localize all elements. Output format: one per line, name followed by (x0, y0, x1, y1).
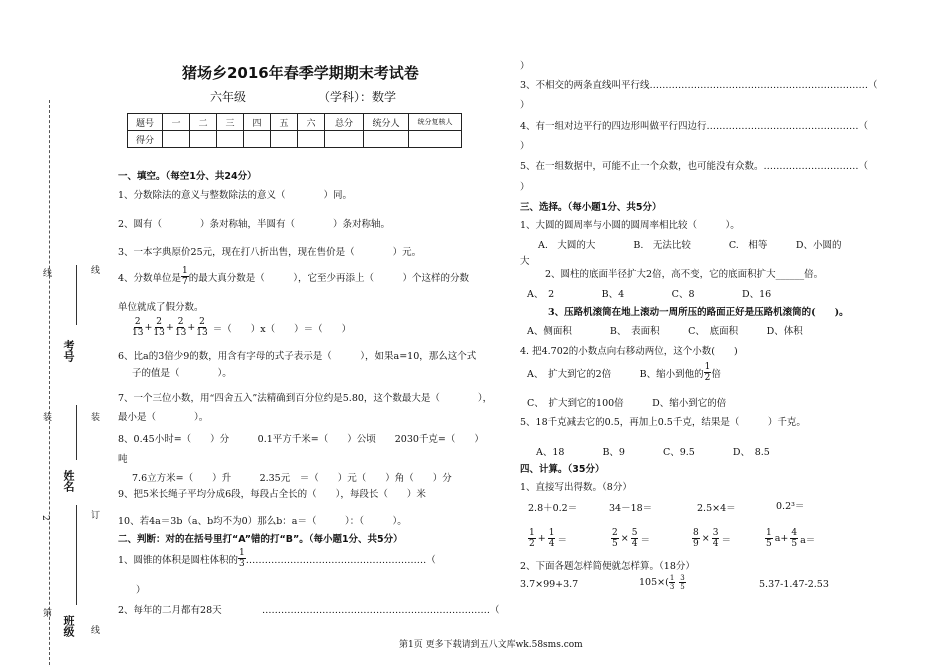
fill-q2: 2、圆有（ ）条对称轴，半圆有（ ）条对称轴。 (118, 219, 391, 230)
fraction (679, 574, 685, 591)
fill-q4-text-b: 的最大真分数是（ ），它至少再添上（ ）个这样的分数 (188, 272, 470, 284)
operator: a+ (774, 533, 789, 544)
fraction (712, 528, 720, 549)
calc-item: 2.5×4＝ (697, 503, 736, 514)
binding-mark-line-outer: 线 (41, 268, 51, 277)
choice-q4-unit: 倍 (711, 368, 721, 380)
frac-den: 2 (529, 539, 535, 549)
score-input-cell[interactable] (298, 131, 325, 148)
frac-num: 2 (199, 317, 205, 327)
frac-den: 3 (669, 583, 675, 591)
score-table (127, 113, 462, 148)
score-cell: 二 (190, 114, 217, 131)
fill-q6-cont: 子的值是（ ）。 (132, 368, 232, 379)
fraction-1-2 (704, 362, 712, 383)
section-fill-blank-heading: 一、填空。（每空1分、共24分） (118, 171, 257, 182)
frac-den: 5 (612, 539, 618, 549)
calc-simplify-3: 5.37-1.47-2.53 (759, 579, 829, 590)
score-cell: 一 (163, 114, 190, 131)
judge-q2-close: ） (520, 61, 530, 72)
calc-item: 34－18＝ (609, 503, 653, 514)
calc-item: 2.8＋0.2＝ (528, 503, 578, 514)
equals: ＝ (557, 534, 567, 546)
choice-q3: 3、压路机滚筒在地上滚动一周所压的路面正好是压路机滚筒的( )。 (548, 307, 849, 318)
judge-q4-close: ） (520, 141, 530, 152)
score-cell: 统分人 (364, 114, 409, 131)
frac-den: 7 (182, 277, 188, 287)
judge-q5-close: ） (520, 182, 530, 193)
frac-den: 4 (548, 539, 555, 549)
binding-mark-line-bottom: 线 (89, 625, 99, 634)
fill-q4-text-a: 4、分数单位是 (118, 272, 182, 284)
choice-q1-tail: 大 (520, 256, 530, 267)
frac-num: 8 (693, 528, 699, 538)
fraction-2-13 (196, 317, 207, 338)
score-input-cell[interactable] (364, 131, 409, 148)
frac-num: 2 (612, 528, 618, 538)
calc-fraction-item (765, 528, 815, 549)
fill-q5 (132, 317, 351, 338)
page-footer: 第1页 更多下载请到五八文库wk.58sms.com (399, 640, 583, 650)
frac-den: 3 (239, 559, 245, 569)
fraction-2-13 (153, 317, 164, 338)
subject-label: （学科）：数学 (318, 90, 397, 104)
binding-mark-bind-outer: 装 (41, 412, 51, 421)
fraction (611, 528, 619, 549)
score-cell: 六 (298, 114, 325, 131)
calc-simplify-2-text: 105×( (639, 577, 669, 588)
section-choice-heading: 三、选择。（每小题1分、共5分） (520, 202, 662, 213)
score-input-cell[interactable] (409, 131, 462, 148)
frac-num: 1 (766, 528, 772, 538)
score-cell: 四 (244, 114, 271, 131)
frac-num: 2 (134, 317, 141, 327)
binding-mark-bind: 装 (89, 412, 99, 421)
choice-q4-options-cd: C、 扩大到它的100倍 D、缩小到它的倍 (527, 398, 727, 409)
fraction-2-13 (175, 317, 186, 338)
calc-fraction-item (528, 528, 567, 549)
score-input-cell[interactable] (190, 131, 217, 148)
calc-part1-heading: 1、直接写出得数。（8分） (520, 482, 632, 493)
frac-num: 1 (704, 362, 711, 372)
frac-num: 1 (182, 266, 188, 276)
frac-num: 4 (791, 528, 798, 538)
calc-simplify-2 (639, 574, 686, 591)
choice-q1: 1、大圆的圆周率与小圆的圆周率相比较（ ）。 (520, 220, 740, 231)
fill-q5-equation: ＝（ ）x（ ）＝（ ） (212, 323, 352, 335)
section-calc-heading: 四、计算。（35分） (520, 464, 605, 475)
fraction-2-13 (132, 317, 143, 338)
fill-q10: 10、若4a＝3b（a、b均不为0）那么b：a＝（ ）：（ ）。 (118, 516, 407, 527)
fill-q7-cont: 最小是（ ）。 (118, 412, 209, 423)
kaohao-underline (76, 265, 77, 325)
judge-q1 (118, 548, 436, 569)
frac-den: 4 (712, 539, 719, 549)
plus-sign: + (165, 322, 174, 333)
binding-mark-line-top: 线 (89, 265, 99, 274)
fill-q8-cont: 7.6立方米=（ ）升 2.35元 ＝（ ）元（ ）角（ ）分 (132, 473, 452, 484)
operator: × (620, 533, 629, 544)
choice-q4-text: A、 扩大到它的2倍 B、缩小到他的 (527, 368, 704, 380)
frac-num: 5 (631, 528, 638, 538)
banji-underline (76, 505, 77, 605)
frac-num: 2 (177, 317, 184, 327)
score-input-cell[interactable] (163, 131, 190, 148)
score-cell: 总分 (325, 114, 364, 131)
fraction-1-3 (238, 548, 246, 569)
frac-num: 1 (669, 574, 675, 582)
score-cell: 统分复核人 (409, 114, 462, 131)
plus-sign: + (187, 322, 196, 333)
grade-label: 六年级 (210, 90, 247, 104)
plus-sign: + (144, 322, 153, 333)
choice-q4-options-ab (527, 362, 721, 383)
frac-den: 5 (791, 539, 798, 549)
judge-q5: 5、在一组数据中，可能不止一个众数，也可能没有众数。…………………………（ (520, 161, 869, 172)
choice-q2-options: A、 2 B、4 C、8 D、16 (527, 289, 772, 300)
fraction (765, 528, 773, 549)
score-header-row (128, 114, 462, 131)
score-input-cell[interactable] (217, 131, 244, 148)
section-judge-heading: 二、判断：对的在括号里打“A”错的打“B”。（每小题1分、共5分） (118, 534, 403, 545)
frac-num: 1 (239, 548, 245, 558)
label-banji: 班级 (62, 615, 75, 637)
fraction (548, 528, 556, 549)
equals: ＝ (640, 534, 650, 546)
choice-q5: 5、18千克减去它的0.5，再加上0.5千克，结果是（ ）千克。 (520, 417, 806, 428)
judge-q2: 2、每年的二月都有28天 (118, 605, 222, 616)
frac-num: 1 (548, 528, 555, 538)
fraction (669, 574, 675, 591)
equals: a＝ (800, 534, 816, 546)
choice-q5-options: A、18 B、9 C、9.5 D、 8.5 (536, 447, 770, 458)
fill-q7: 7、一个三位小数，用“四舍五入”法精确到百分位约是5.80，这个数最大是（ ）， (118, 393, 493, 404)
judge-q1-close: ） (136, 585, 146, 596)
equals: ＝ (721, 534, 731, 546)
frac-den: 13 (153, 328, 165, 338)
fill-q9: 9、把5米长绳子平均分成6段，每段占全长的（ ），每段长（ ）米 (118, 489, 426, 500)
frac-den: 5 (680, 583, 685, 591)
label-xingming: 姓名 (62, 470, 75, 492)
fill-q4 (118, 266, 469, 287)
operator: + (537, 533, 546, 544)
score-input-cell[interactable] (244, 131, 271, 148)
binding-mark-seal: 订 (89, 510, 99, 519)
fraction-1-7 (181, 266, 189, 287)
frac-den: 4 (631, 539, 638, 549)
score-cell: 三 (217, 114, 244, 131)
calc-simplify-1: 3.7×99+3.7 (520, 579, 579, 590)
frac-num: 1 (529, 528, 535, 538)
choice-q3-options: A、侧面积 B、 表面积 C、 底面积 D、体积 (527, 326, 803, 337)
choice-q2: 2、圆柱的底面半径扩大2倍，高不变，它的底面积扩大______倍。 (545, 269, 824, 280)
fraction (631, 528, 639, 549)
frac-num: 3 (712, 528, 719, 538)
score-value-row (128, 131, 462, 148)
label-kaohao: 考号 (62, 340, 75, 362)
fraction (790, 528, 798, 549)
frac-den: 5 (766, 539, 772, 549)
judge-q4: 4、有一组对边平行的四边形叫做平行四边行…………………………………………（ (520, 121, 869, 132)
score-cell: 五 (271, 114, 298, 131)
operator: × (701, 533, 710, 544)
frac-num: 3 (680, 574, 685, 582)
fraction (692, 528, 700, 549)
fill-q4-cont: 单位就成了假分数。 (118, 302, 204, 313)
fill-q3: 3、一本字典原价25元，现在打八折出售，现在售价是（ ）元。 (118, 247, 422, 258)
calc-item: 0.2³＝ (776, 501, 805, 512)
score-input-cell[interactable] (271, 131, 298, 148)
choice-q1-options: A. 大圆的大 B. 无法比较 C. 相等 D、小圆的 (538, 240, 842, 251)
choice-q4: 4. 把4.702的小数点向右移动两位，这个小数( ) (520, 346, 738, 357)
frac-den: 2 (704, 373, 711, 383)
frac-num: 2 (156, 317, 163, 327)
judge-q1-dots: …………………………………………………（ (245, 554, 436, 566)
score-cell: 题号 (128, 114, 163, 131)
calc-fraction-item (611, 528, 650, 549)
exam-title: 猪场乡2016年春季学期期末考试卷 (182, 64, 419, 82)
judge-q2-dots: ………………………………………………………………（ (262, 605, 500, 616)
score-input-cell[interactable] (325, 131, 364, 148)
binding-mark-num: 2 (40, 515, 50, 521)
fill-q6: 6、比a的3倍少9的数，用含有字母的式子表示是（ ），如果a=10，那么这个式 (118, 351, 477, 362)
judge-q3: 3、不相交的两条直线叫平行线……………………………………………………………（ (520, 80, 878, 91)
calc-part2-heading: 2、下面各题怎样简便就怎样算。（18分） (520, 561, 695, 572)
fill-q8-unit: 吨 (118, 454, 128, 465)
frac-den: 9 (693, 539, 699, 549)
frac-den: 13 (196, 328, 208, 338)
fill-q8: 8、0.45小时=（ ）分 0.1平方千米=（ ）公顷 2030千克=（ ） (118, 434, 484, 445)
fill-q1: 1、分数除法的意义与整数除法的意义（ ）同。 (118, 190, 353, 201)
binding-mark-di: 第 (41, 608, 51, 617)
frac-den: 13 (174, 328, 187, 338)
calc-fraction-item (692, 528, 731, 549)
fraction (528, 528, 536, 549)
judge-q1-text: 1、圆锥的体积是圆柱体积的 (118, 554, 239, 566)
score-cell: 得分 (128, 131, 163, 148)
binding-dashed-line (49, 100, 50, 665)
frac-den: 13 (132, 328, 144, 338)
judge-q3-close: ） (520, 100, 530, 111)
xingming-underline (76, 405, 77, 460)
